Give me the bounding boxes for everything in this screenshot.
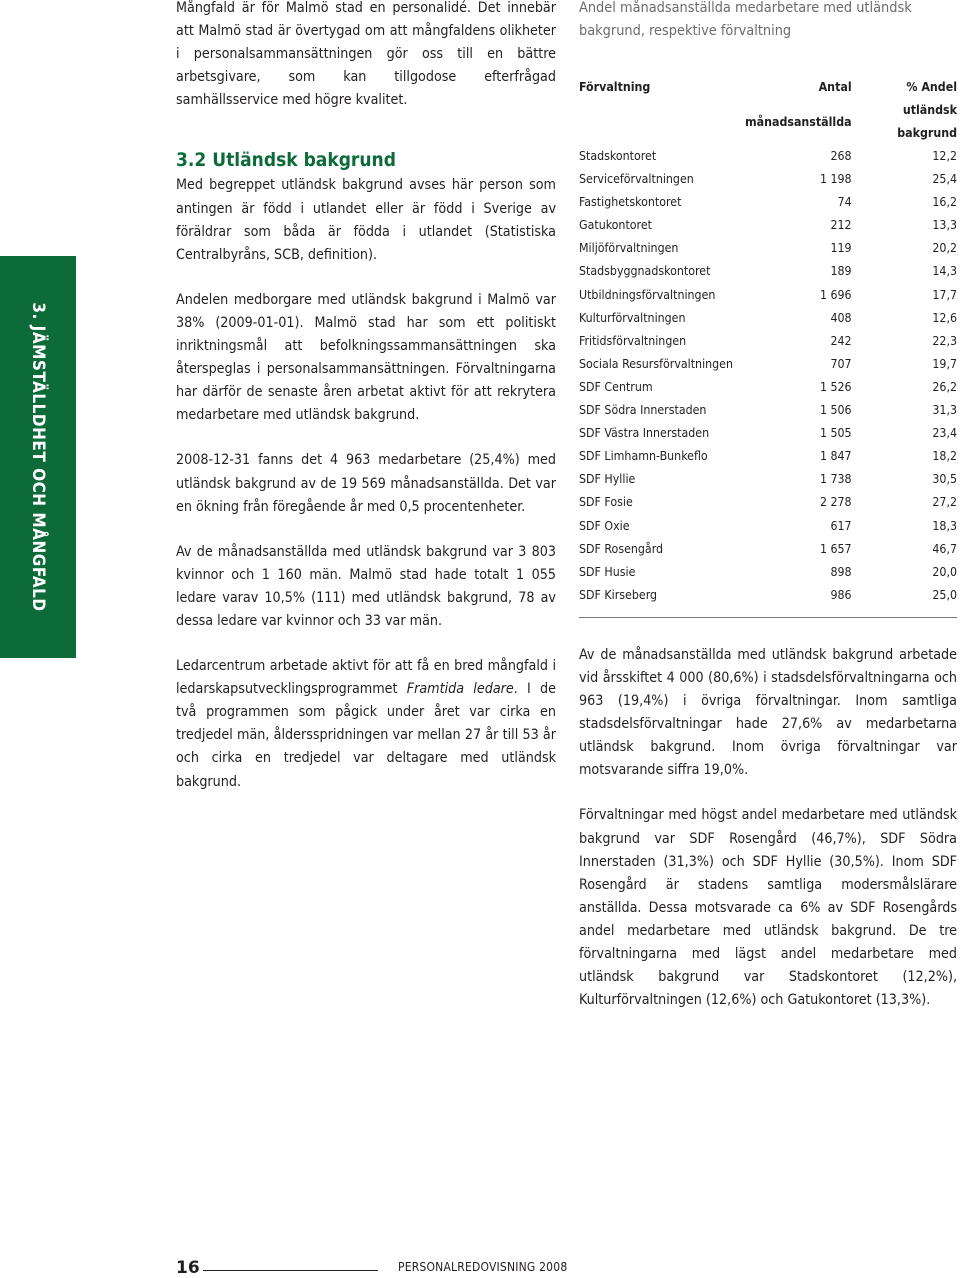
cell-count: 1 526: [819, 379, 852, 394]
table-row: [579, 445, 957, 468]
cell-department: SDF Centrum: [579, 379, 653, 394]
header-count-sub: månadsanställda: [745, 114, 852, 129]
table-row: [579, 399, 957, 422]
cell-department: SDF Oxie: [579, 518, 630, 533]
header-share-sub: utländsk bakgrund: [897, 103, 957, 140]
population-share-paragraph: Andelen medborgare med utländsk bakgrund i Malmö var 38% (2009-01-01). Malmö stad har som ett politiskt inriktningsmål att befolkningssammansättningen ska återspeglas i personalsammansättningen. Förvaltningarna har därför de senaste åren arbetat aktivt för att rekrytera medarbetare med utländsk bakgrund.: [176, 291, 556, 424]
cell-department: Miljöförvaltningen: [579, 241, 679, 256]
table-row: [579, 260, 957, 283]
cell-share: 20,2: [932, 241, 957, 256]
table-row: [579, 284, 957, 307]
footer-rule: [203, 1270, 378, 1271]
cell-share: 25,4: [932, 172, 957, 187]
cell-share: 12,2: [932, 149, 957, 163]
cell-count: 1 847: [819, 449, 852, 464]
gender-leaders-paragraph: Av de månadsanställda med utländsk bakgrund var 3 803 kvinnor och 1 160 män. Malmö stad hade totalt 1 055 ledare varav 10,5% (111) med utländsk bakgrund, 78 av dessa ledare var kvinnor och 33 var män.: [176, 543, 556, 629]
cell-department: Kulturförvaltningen: [579, 310, 686, 325]
table-row: [579, 237, 957, 260]
cell-department: Gatukontoret: [579, 218, 652, 233]
cell-department: SDF Husie: [579, 564, 636, 579]
cell-share: 22,3: [932, 333, 957, 348]
cell-share: 12,6: [932, 310, 957, 325]
chapter-side-tab: [0, 256, 76, 658]
cell-count: 986: [830, 587, 852, 602]
cell-share: 27,2: [932, 495, 957, 510]
cell-department: SDF Rosengård: [579, 541, 664, 556]
section-heading: 3.2 Utländsk bakgrund: [176, 149, 396, 172]
cell-department: SDF Västra Innerstaden: [579, 426, 710, 441]
leadership-program-text-start: Ledarcentrum arbetade aktivt för att få en bred mångfald i ledarskapsutvecklingsprogrammet: [176, 658, 556, 698]
table-row: [579, 307, 957, 330]
cell-department: SDF Hyllie: [579, 472, 636, 487]
cell-share: 25,0: [932, 587, 957, 602]
cell-share: 18,3: [932, 518, 957, 533]
cell-share: 19,7: [932, 356, 957, 371]
table-row: [579, 561, 957, 584]
cell-count: 408: [830, 310, 852, 325]
highest-lowest-paragraph: Förvaltningar med högst andel medarbetare med utländsk bakgrund var SDF Rosengård (46,7%), SDF Södra Innerstaden (31,3%) och SDF Hyllie (30,5%). Inom SDF Rosengård är stadens samtliga modersmålslärare anställda. Dessa motsvarade ca 6% av SDF Rosengårds andel medarbetare med utländsk bakgrund. De tre förvaltningarna med lägst andel medarbetare med utländsk bakgrund var Stadskontoret (12,2%), Kulturförvaltningen (12,6%) och Gatukontoret (13,3%).: [579, 807, 957, 1009]
cell-share: 20,0: [932, 564, 957, 579]
header-count: Antal: [818, 80, 852, 94]
table-row: [579, 538, 957, 561]
table-row: [579, 168, 957, 191]
cell-department: Stadskontoret: [579, 149, 657, 163]
employee-count-paragraph: 2008-12-31 fanns det 4 963 medarbetare (25,4%) med utländsk bakgrund av de 19 569 månadsanställda. Det var en ökning från föregående år med 0,5 procentenheter.: [176, 452, 556, 515]
header-empty: [579, 99, 745, 145]
cell-share: 16,2: [932, 195, 957, 210]
definition-paragraph: Med begreppet utländsk bakgrund avses här person som antingen är född i utlandet eller är född i Sverige av föräldrar som båda är födda i utlandet (Statistiska Centralbyråns, SCB, definition).: [176, 177, 556, 263]
table-row: [579, 515, 957, 538]
header-share: % Andel: [906, 80, 957, 94]
table-row: [579, 376, 957, 399]
cell-count: 2 278: [819, 495, 852, 510]
cell-department: SDF Södra Innerstaden: [579, 403, 707, 418]
cell-department: Fastighetskontoret: [579, 195, 682, 210]
cell-count: 119: [830, 241, 852, 256]
cell-share: 14,3: [932, 264, 957, 279]
table-row: [579, 422, 957, 445]
table-bottom-rule: [579, 617, 957, 618]
table-row: [579, 491, 957, 514]
cell-department: Fritidsförvaltningen: [579, 333, 687, 348]
distribution-paragraph: Av de månadsanställda med utländsk bakgrund arbetade vid årsskiftet 4 000 (80,6%) i stadsdelsförvaltningarna och 963 (19,4%) i övriga förvaltningar. Inom samtliga stadsdelsförvaltningar hade 27,6% av medarbetarna utländsk bakgrund. Inom övriga förvaltningar var motsvarande siffra 19,0%.: [579, 646, 957, 779]
cell-department: Serviceförvaltningen: [579, 172, 694, 187]
cell-department: SDF Kirseberg: [579, 587, 658, 602]
cell-share: 18,2: [932, 449, 957, 464]
cell-count: 1 506: [819, 403, 852, 418]
header-department: Förvaltning: [579, 80, 651, 94]
cell-count: 1 738: [819, 472, 852, 487]
table-body: [579, 145, 957, 607]
cell-department: Stadsbyggnadskontoret: [579, 264, 711, 279]
publication-title: PERSONALREDOVISNING 2008: [398, 1260, 568, 1274]
cell-share: 31,3: [932, 403, 957, 418]
cell-count: 189: [830, 264, 852, 279]
cell-count: 617: [830, 518, 852, 533]
table-row: [579, 584, 957, 607]
intro-paragraph: Mångfald är för Malmö stad en personalidé. Det innebär att Malmö stad är övertygad om att mångfaldens olikheter i personalsammansättningen gör oss till en bättre arbetsgivare, som kan tillgodose efterfrågad samhällsservice med högre kvalitet.: [176, 0, 556, 109]
chapter-side-tab-label: 3. JÄMSTÄLLDHET OCH MÅNGFALD: [28, 302, 48, 612]
leadership-program-paragraph: [176, 655, 556, 794]
table-row: [579, 145, 957, 168]
table-row: [579, 353, 957, 376]
table-caption: Andel månadsanställda medarbetare med utländsk bakgrund, respektive förvaltning: [579, 0, 912, 39]
cell-share: 17,7: [932, 287, 957, 302]
table-row: [579, 330, 957, 353]
cell-share: 23,4: [932, 426, 957, 441]
cell-count: 1 696: [819, 287, 852, 302]
cell-count: 898: [830, 564, 852, 579]
right-text-block: [579, 644, 957, 1012]
table-header-row-2: [579, 99, 957, 145]
cell-count: 268: [830, 149, 852, 163]
cell-share: 46,7: [932, 541, 957, 556]
page-number: 16: [176, 1258, 200, 1278]
cell-count: 212: [830, 218, 852, 233]
cell-count: 74: [837, 195, 852, 210]
cell-count: 1 505: [819, 426, 852, 441]
left-text-column: [176, 0, 556, 816]
table-row: [579, 191, 957, 214]
leadership-program-text-end: . I de två programmen som pågick under året var cirka en tredjedel män, åldersspridningen var mellan 27 år till 53 år och cirka en tredjedel var deltagare med utländsk bakgrund.: [176, 681, 556, 790]
cell-department: SDF Limhamn-Bunkeflo: [579, 449, 708, 464]
table-header-row: [579, 76, 957, 99]
cell-department: Sociala Resursförvaltningen: [579, 356, 734, 371]
program-name: Framtida ledare: [406, 681, 514, 698]
cell-count: 242: [830, 333, 852, 348]
table-row: [579, 214, 957, 237]
cell-department: Utbildningsförvaltningen: [579, 287, 716, 302]
cell-share: 30,5: [932, 472, 957, 487]
cell-share: 26,2: [932, 379, 957, 394]
cell-count: 1 198: [819, 172, 852, 187]
department-table: [579, 76, 957, 607]
cell-count: 707: [830, 356, 852, 371]
cell-department: SDF Fosie: [579, 495, 633, 510]
cell-count: 1 657: [819, 541, 852, 556]
cell-share: 13,3: [932, 218, 957, 233]
right-column: [579, 0, 957, 1034]
table-row: [579, 468, 957, 491]
